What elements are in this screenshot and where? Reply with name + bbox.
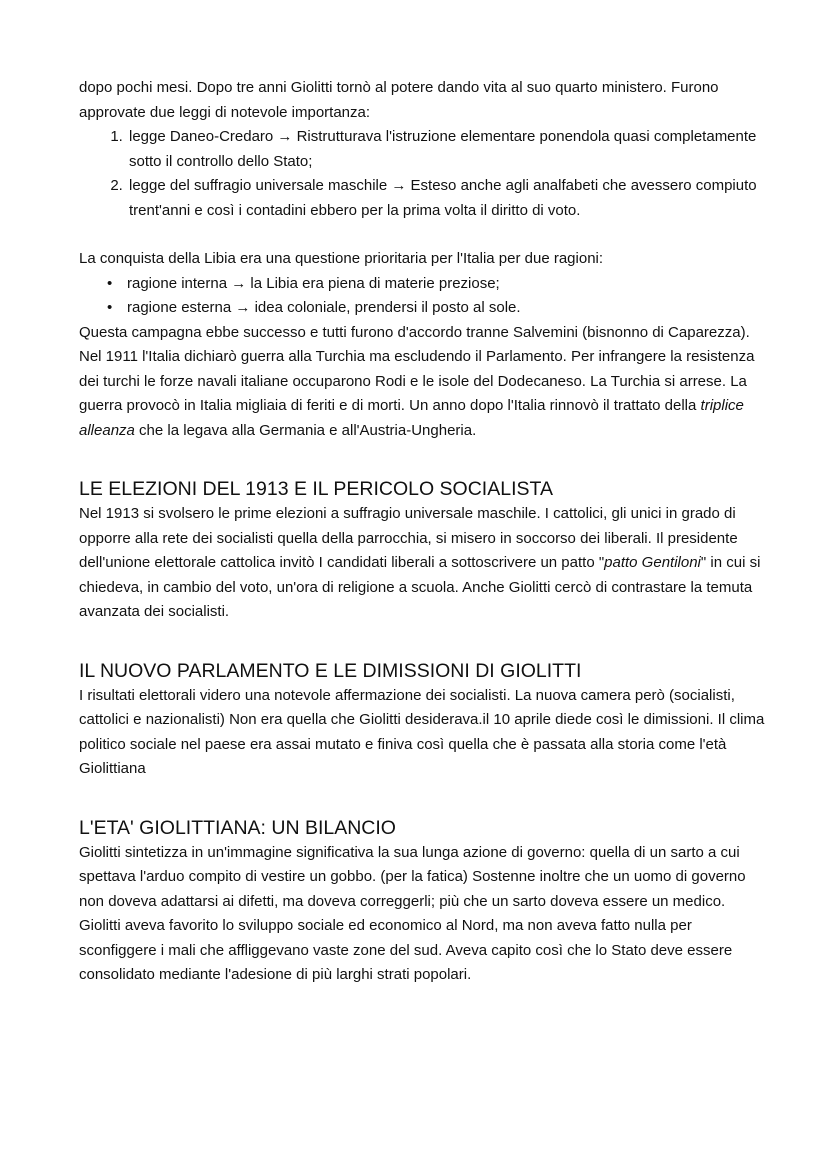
libia-intro: La conquista della Libia era una questione prioritaria per l'Italia per due ragioni: [79,250,604,267]
section-bilancio [79,815,768,988]
italic-term: patto Gentiloni [604,554,701,571]
reasons-list [79,272,768,321]
italic-term: triplice alleanza [79,397,744,439]
section-parlamento [79,658,768,782]
text-run: Nel 1913 si svolsero le prime elezioni a suffragio universale maschile. I cattolici, gli unici in grado di opporre alla rete dei socialisti quella della parrocchia, si misero in soccorso dei liberali. Il presidente dell'unione elettorale cattolica invitò I candidati liberali a sottoscrivere un patto " [79,505,738,571]
list-item: • ragione esterna → idea coloniale, prendersi il posto al sole. [127,296,768,321]
list-item: 2. legge del suffragio universale maschile → Esteso anche agli analfabeti che avessero compiuto trent'anni e così i contadini ebbero per la prima volta il diritto di voto. [127,174,768,223]
list-item: 1. legge Daneo-Credaro → Ristrutturava l'istruzione elementare ponendola quasi completamente sotto il controllo dello Stato; [127,125,768,174]
text-run: Questa campagna ebbe successo e tutti furono d'accordo tranne Salvemini (bisnonno di Caparezza). Nel 1911 l'Italia dichiarò guerra alla Turchia ma escludendo il Parlamento. Per infrangere la resistenza dei turchi le forze navali italiane occuparono Rodi e le isole del Dodecaneso. La Turchia si arrese. La guerra provocò in Italia migliaia di feriti e di morti. Un anno dopo l'Italia rinnovò il trattato della [79,323,755,414]
text-run: " in cui si chiedeva, in cambio del voto, un'ora di religione a scuola. Anche Giolitti cercò di contrastare la temuta avanzata dei socialisti. [79,554,761,620]
section-elezioni [79,476,768,625]
laws-list [79,125,768,223]
section-paragraph: I risultati elettorali videro una notevole affermazione dei socialisti. La nuova camera però (socialisti, cattolici e nazionalisti) Non era quella che Giolitti desiderava.il 10 aprile diede così le dimissioni. Il clima politico sociale nel paese era assai mutato e finiva così quella che è passata alla storia come l'età Giolittiana [79,686,765,777]
intro-paragraph: dopo pochi mesi. Dopo tre anni Giolitti tornò al potere dando vita al suo quarto ministero. Furono approvate due leggi di notevole importanza: [79,79,719,121]
section-paragraph: Giolitti sintetizza in un'immagine significativa la sua lunga azione di governo: quella di un sarto a cui spettava l'arduo compito di vestire un gobbo. (per la fatica) Sostenne inoltre che un uomo di governo non doveva adattarsi ai difetti, ma doveva correggerli; più che un sarto doveva essere un medico. Giolitti aveva favorito lo sviluppo sociale ed economico al Nord, ma non aveva fatto nulla per sconfiggere i mali che affliggevano vaste zone del sud. Aveva capito così che lo Stato deve essere consolidato mediante l'adesione di più larghi strati popolari. [79,843,746,983]
text-run: che la legava alla Germania e all'Austria-Ungheria. [134,421,477,439]
list-item: • ragione interna → la Libia era piena di materie preziose; [127,272,768,297]
section-heading: IL NUOVO PARLAMENTO E LE DIMISSIONI DI GIOLITTI [79,659,582,682]
section-heading: L'ETA' GIOLITTIANA: UN BILANCIO [79,816,396,839]
section-heading: LE ELEZIONI DEL 1913 E IL PERICOLO SOCIALISTA [79,478,553,500]
section-paragraph [79,502,768,625]
libia-paragraph [79,321,768,444]
